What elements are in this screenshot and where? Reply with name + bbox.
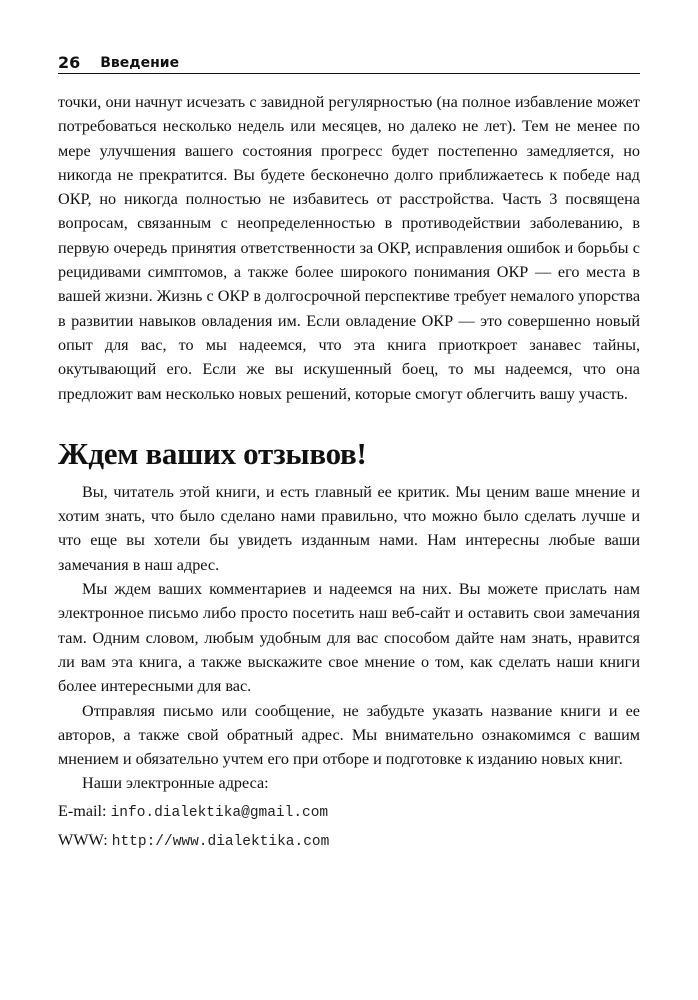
section-heading: Ждем ваших отзывов! bbox=[58, 435, 367, 471]
www-line bbox=[58, 828, 640, 854]
email-line bbox=[58, 799, 640, 825]
feedback-paragraph-1: Вы, читатель этой книги, и есть главный ее критик. Мы ценим ваше мнение и хотим знать, что было сделано нами правильно, что можно было сделать лучше и что еще вы хотели бы увидеть изданным нами. Нам интересны любые ваши замечания в наш адрес. bbox=[58, 482, 640, 574]
running-header bbox=[58, 49, 640, 74]
www-label: WWW: bbox=[58, 831, 108, 850]
email-link[interactable]: info.dialektika@gmail.com bbox=[110, 804, 329, 821]
feedback-paragraph-4: Наши электронные адреса: bbox=[82, 774, 269, 793]
feedback-paragraph-2: Мы ждем ваших комментариев и надеемся на них. Вы можете прислать нам электронное письмо либо просто посетить наш веб-сайт и оставить свои замечания там. Одним словом, любым удобным для вас способом дайте нам знать, нравится ли вам эта книга, а также выскажите свое мнение о том, как сделать наши книги более интересными для вас. bbox=[58, 580, 640, 696]
page-number: 26 bbox=[58, 53, 81, 72]
page-body bbox=[58, 90, 640, 854]
intro-paragraph: точки, они начнут исчезать с завидной регулярностью (на полное избавление может потребоваться несколько недель или месяцев, но далеко не лет). Тем не менее по мере улучшения вашего состояния прогресс будет постепенно замедляется, но никогда не прекратится. Вы будете бесконечно долго приближаетесь к победе над ОКР, но никогда полностью не избавитесь от расстройства. Часть 3 посвящена вопросам, связанным с неопределенностью в противодействии заболеванию, в первую очередь принятия ответственности за ОКР, исправления ошибок и борьбы с рецидивами симптомов, а также более широкого понимания ОКР — его места в вашей жизни. Жизнь с ОКР в долгосрочной перспективе требует немалого упорства в развитии навыков овладения им. Если овладение ОКР — это совершенно новый опыт для вас, то мы надеемся, что эта книга приоткроет занавес тайны, окутывающий его. Если же вы искушенный боец, то мы надеемся, что она предложит вам несколько новых решений, которые смогут облегчить вашу участь. bbox=[58, 93, 640, 403]
feedback-paragraph-3: Отправляя письмо или сообщение, не забудьте указать название книги и ее авторов, а также свой обратный адрес. Мы внимательно ознакомимся с вашим мнением и обязательно учтем его при отборе и подготовке к изданию новых книг. bbox=[58, 701, 640, 769]
website-link[interactable]: http://www.dialektika.com bbox=[111, 834, 330, 851]
running-title: Введение bbox=[100, 55, 180, 71]
email-label: E-mail: bbox=[58, 801, 107, 820]
